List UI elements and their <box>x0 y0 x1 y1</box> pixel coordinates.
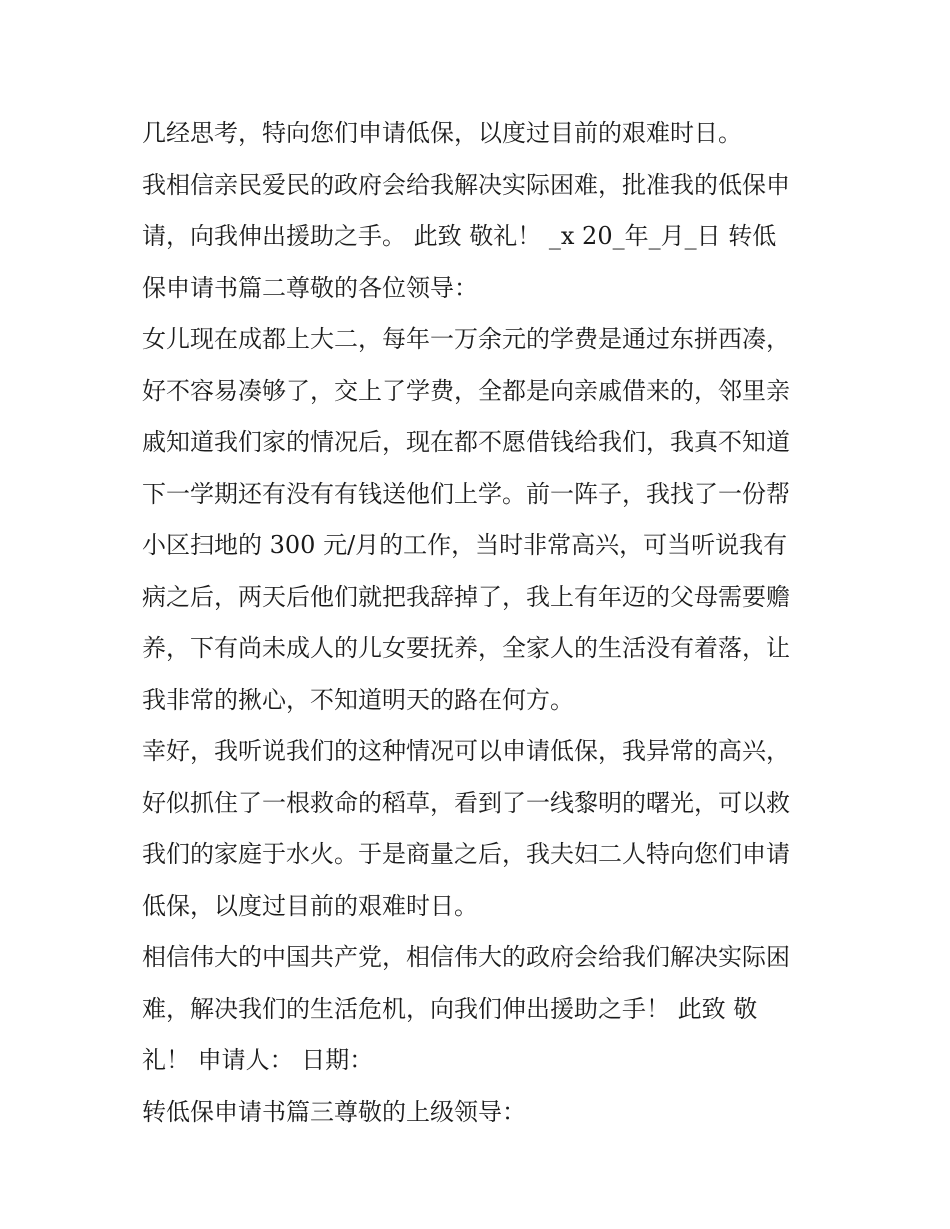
text-line: 戚知道我们家的情况后，现在都不愿借钱给我们，我真不知道 <box>142 428 790 456</box>
text-line: 病之后，两天后他们就把我辞掉了，我上有年迈的父母需要赡 <box>142 582 790 611</box>
text-line: 难，解决我们的生活危机，向我们伸出援助之手！ 此致 敬 <box>142 994 758 1023</box>
text-line: 下一学期还有没有有钱送他们上学。前一阵子，我找了一份帮 <box>142 479 790 508</box>
text-line: 几经思考，特向您们申请低保，以度过目前的艰难时日。 <box>142 119 742 147</box>
document-body <box>142 108 822 1138</box>
text-line: 我们的家庭于水火。于是商量之后，我夫妇二人特向您们申请 <box>142 840 790 868</box>
text-line: 幸好，我听说我们的这种情况可以申请低保，我异常的高兴， <box>142 737 790 765</box>
paragraph-4 <box>142 726 822 932</box>
paragraph-1 <box>142 108 822 160</box>
text-line: 转低保申请书篇三尊敬的上级领导： <box>142 1097 526 1126</box>
text-line: 我相信亲民爱民的政府会给我解决实际困难，批准我的低保申 <box>142 170 790 199</box>
text-line: 好不容易凑够了，交上了学费，全都是向亲戚借来的，邻里亲 <box>142 376 790 405</box>
paragraph-5 <box>142 932 822 1087</box>
text-line: 养，下有尚未成人的儿女要抚养，全家人的生活没有着落，让 <box>142 634 790 662</box>
text-line: 我非常的揪心，不知道明天的路在何方。 <box>142 685 574 714</box>
text-line: 礼！ 申请人： 日期： <box>142 1046 374 1074</box>
text-line: 相信伟大的中国共产党，相信伟大的政府会给我们解决实际困 <box>142 943 790 971</box>
text-line: 小区扫地的 300 元/月的工作，当时非常高兴，可当听说我有 <box>142 531 788 559</box>
paragraph-6 <box>142 1087 822 1139</box>
text-line: 请，向我伸出援助之手。 此致 敬礼！ _x 20_年_月_日 转低 <box>142 222 777 250</box>
text-line: 好似抓住了一根救命的稻草，看到了一线黎明的曙光，可以救 <box>142 788 790 817</box>
text-line: 保申请书篇二尊敬的各位领导： <box>142 273 478 302</box>
text-line: 女儿现在成都上大二，每年一万余元的学费是通过东拼西凑， <box>142 325 790 353</box>
paragraph-2 <box>142 160 822 315</box>
paragraph-3 <box>142 314 822 726</box>
text-line: 低保，以度过目前的艰难时日。 <box>142 891 478 920</box>
